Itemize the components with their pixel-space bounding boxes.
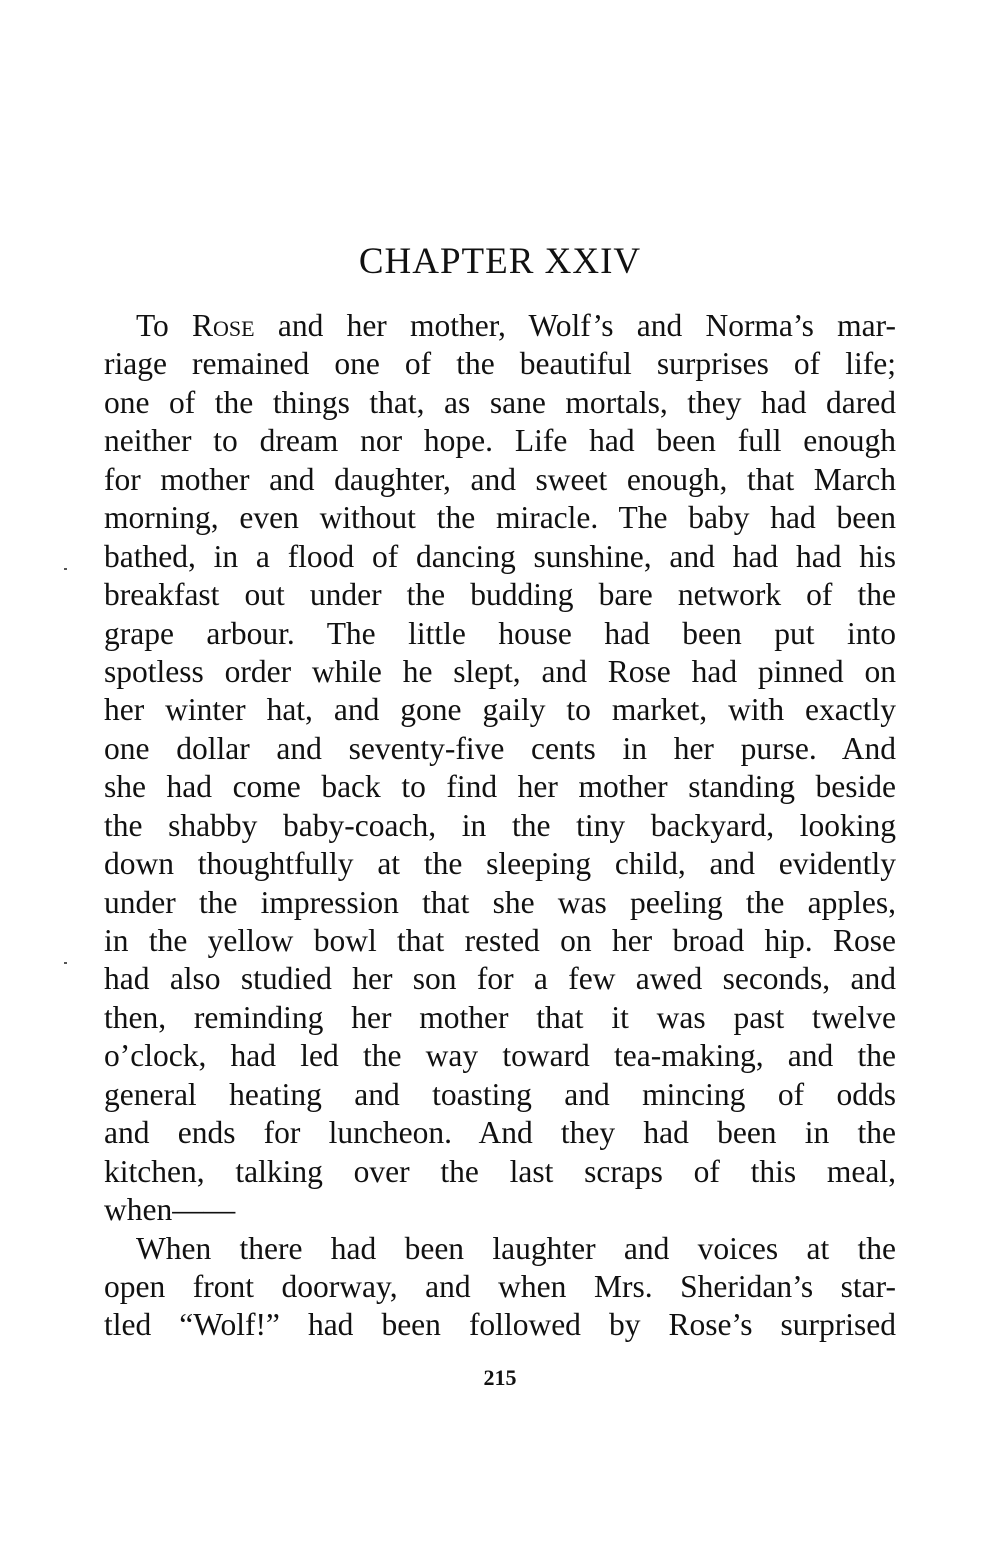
- body-text: [104, 307, 896, 1345]
- paragraph-2-line: tled “Wolf!” had been followed by Rose’s surprised: [104, 1307, 896, 1343]
- text-line: for mother and daughter, and sweet enough, that March: [104, 461, 896, 497]
- text-line: under the impression that she was peeling the apples,: [104, 884, 896, 920]
- text-line: grape arbour. The little house had been put into: [104, 615, 896, 651]
- text-line: and ends for luncheon. And they had been in the: [104, 1115, 896, 1151]
- text-line: her winter hat, and gone gaily to market, with exactly: [104, 692, 896, 728]
- text-line: she had come back to find her mother standing beside: [104, 769, 896, 805]
- text-line: kitchen, talking over the last scraps of this meal,: [104, 1153, 896, 1189]
- text-line: bathed, in a flood of dancing sunshine, and had had his: [104, 538, 896, 574]
- text-line: in the yellow bowl that rested on her broad hip. Rose: [104, 923, 896, 958]
- paragraph-2-line: When there had been laughter and voices at the: [136, 1230, 896, 1266]
- paragraph-2-line: open front doorway, and when Mrs. Sheridan’s star-: [104, 1268, 896, 1304]
- paragraph-1-line-1: [104, 307, 896, 345]
- text-line: had also studied her son for a few awed seconds, and: [104, 961, 896, 997]
- line-lead: To: [136, 308, 193, 343]
- line-rest: and her mother, Wolf’s and Norma’s mar-: [254, 308, 896, 343]
- text-line: morning, even without the miracle. The baby had been: [104, 500, 896, 536]
- text-line: o’clock, had led the way toward tea-making, and the: [104, 1038, 896, 1074]
- text-line: when——: [104, 1192, 236, 1228]
- text-line: neither to dream nor hope. Life had been full enough: [104, 423, 896, 459]
- text-line: riage remained one of the beautiful surprises of life;: [104, 346, 896, 382]
- scan-speck: [64, 962, 67, 964]
- text-line: breakfast out under the budding bare network of the: [104, 577, 896, 613]
- chapter-title: CHAPTER XXIV: [358, 241, 642, 282]
- text-line: one dollar and seventy-five cents in her purse. And: [104, 730, 896, 766]
- page-number: 215: [483, 1365, 517, 1390]
- scan-speck: [64, 568, 67, 570]
- text-line: one of the things that, as sane mortals, they had dared: [104, 384, 896, 420]
- text-line: general heating and toasting and mincing of odds: [104, 1076, 896, 1112]
- name-smallcaps: Rose: [192, 308, 255, 343]
- text-line: then, reminding her mother that it was past twelve: [104, 999, 896, 1035]
- text-line: spotless order while he slept, and Rose had pinned on: [104, 653, 896, 689]
- text-line: the shabby baby-coach, in the tiny backyard, looking: [104, 807, 896, 843]
- text-line: down thoughtfully at the sleeping child, and evidently: [104, 846, 896, 882]
